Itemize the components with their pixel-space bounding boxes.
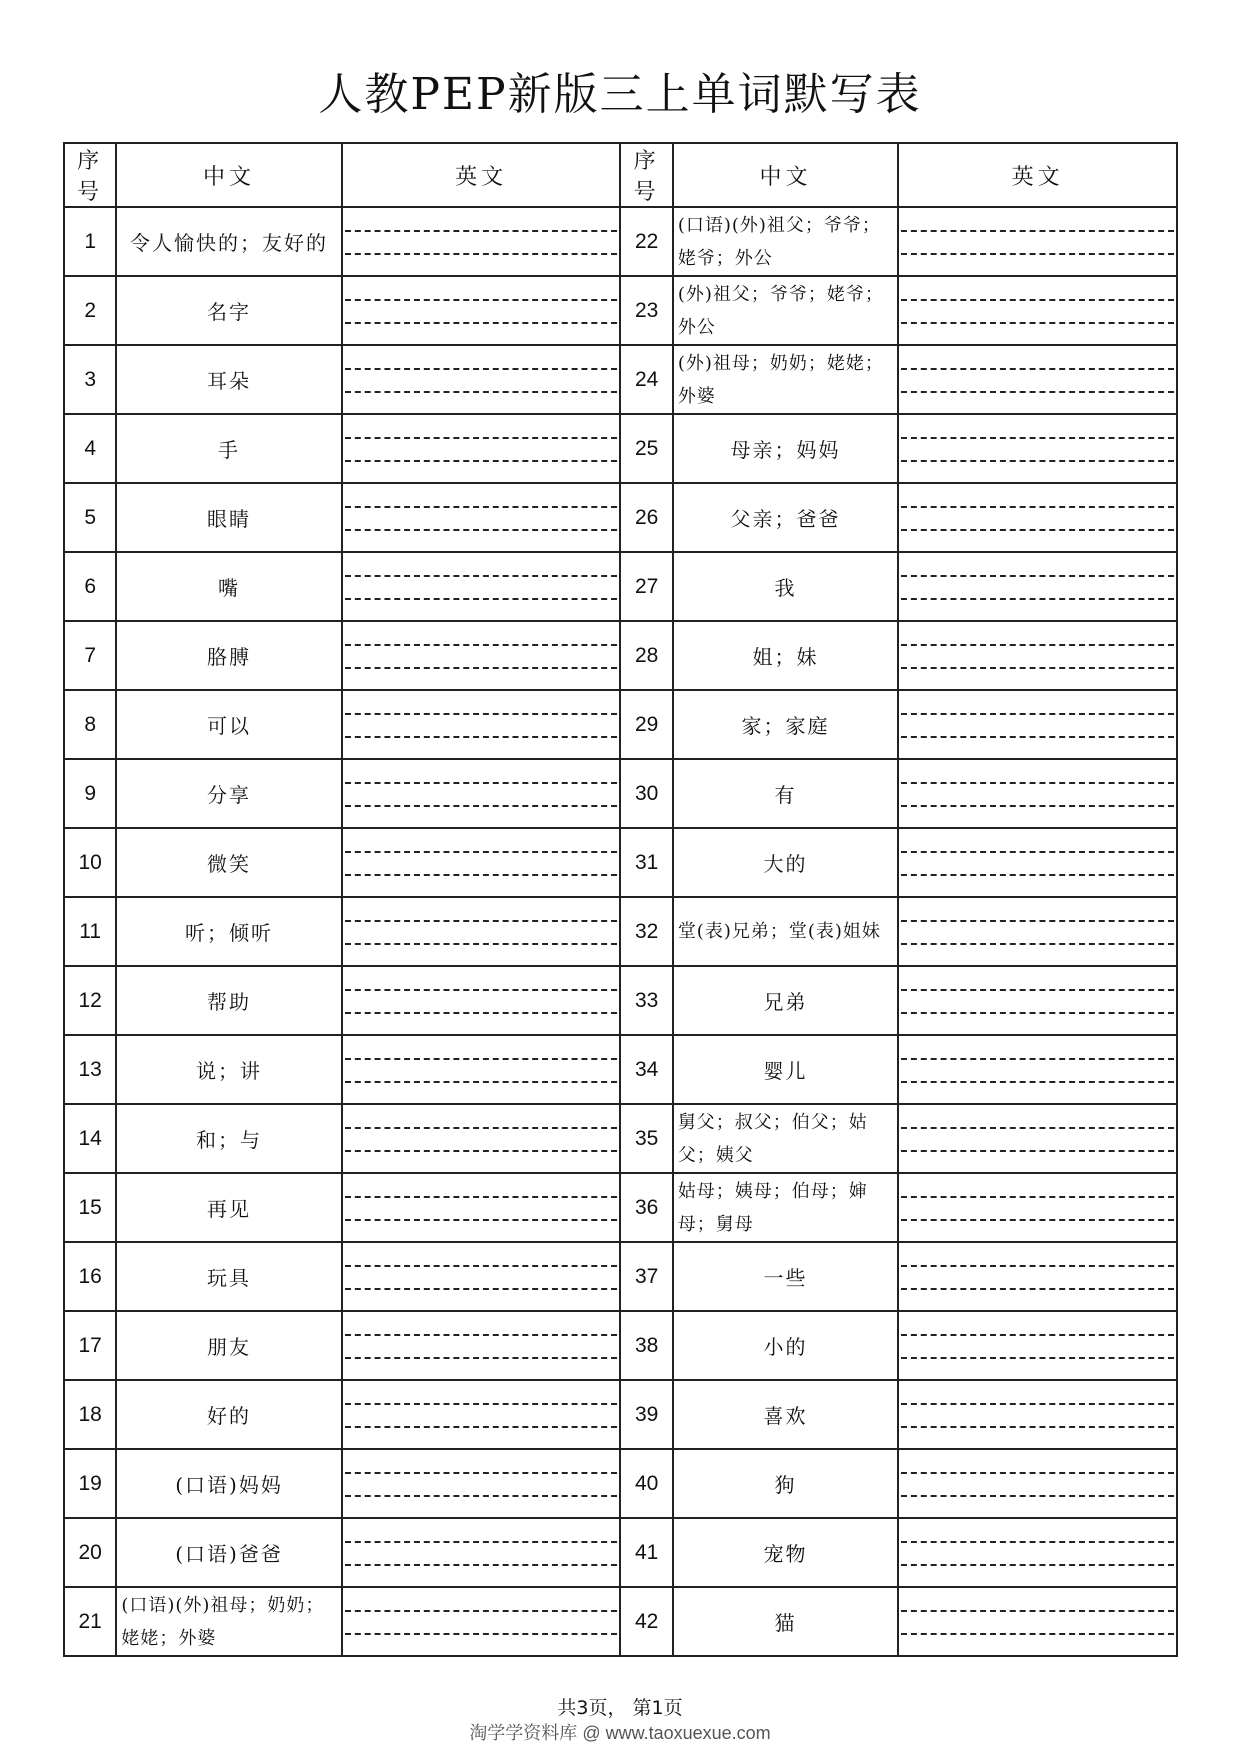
dashed-guide-line xyxy=(901,736,1174,738)
chinese-meaning: 狗 xyxy=(673,1449,898,1518)
dashed-guide-line xyxy=(345,1564,618,1566)
dictation-table xyxy=(63,142,1178,1657)
english-answer-field[interactable] xyxy=(342,1035,621,1104)
chinese-meaning: 分享 xyxy=(116,759,341,828)
chinese-meaning: 手 xyxy=(116,414,341,483)
english-answer-field[interactable] xyxy=(342,414,621,483)
english-answer-field[interactable] xyxy=(342,1242,621,1311)
dashed-guide-line xyxy=(345,598,618,600)
word-number: 24 xyxy=(620,345,672,414)
word-number: 42 xyxy=(620,1587,672,1656)
chinese-meaning: 再见 xyxy=(116,1173,341,1242)
dashed-guide-line xyxy=(345,575,618,577)
word-number: 19 xyxy=(64,1449,116,1518)
chinese-meaning: 帮助 xyxy=(116,966,341,1035)
chinese-meaning: 大的 xyxy=(673,828,898,897)
dashed-guide-line xyxy=(901,368,1174,370)
english-answer-field[interactable] xyxy=(342,483,621,552)
dashed-guide-line xyxy=(345,391,618,393)
dashed-guide-line xyxy=(901,851,1174,853)
chinese-meaning: 姑母；姨母；伯母；婶母；舅母 xyxy=(673,1173,898,1242)
chinese-meaning: 说；讲 xyxy=(116,1035,341,1104)
dashed-guide-line xyxy=(901,1127,1174,1129)
chinese-meaning: 宠物 xyxy=(673,1518,898,1587)
english-answer-field[interactable] xyxy=(898,1035,1177,1104)
english-answer-field[interactable] xyxy=(342,1380,621,1449)
dashed-guide-line xyxy=(345,874,618,876)
dashed-guide-line xyxy=(901,1426,1174,1428)
header-english-right: 英文 xyxy=(898,143,1177,207)
table-header-row xyxy=(64,143,1177,207)
english-answer-field[interactable] xyxy=(898,1587,1177,1656)
word-number: 25 xyxy=(620,414,672,483)
dashed-guide-line xyxy=(345,253,618,255)
english-answer-field[interactable] xyxy=(898,897,1177,966)
word-number: 37 xyxy=(620,1242,672,1311)
dashed-guide-line xyxy=(345,1265,618,1267)
english-answer-field[interactable] xyxy=(898,1449,1177,1518)
dashed-guide-line xyxy=(901,644,1174,646)
english-answer-field[interactable] xyxy=(898,966,1177,1035)
dashed-guide-line xyxy=(345,782,618,784)
english-answer-field[interactable] xyxy=(342,828,621,897)
word-number: 22 xyxy=(620,207,672,276)
dashed-guide-line xyxy=(901,253,1174,255)
page-number: 共3页， 第1页 xyxy=(557,1697,683,1719)
dashed-guide-line xyxy=(901,1058,1174,1060)
word-number: 15 xyxy=(64,1173,116,1242)
dashed-guide-line xyxy=(901,805,1174,807)
dashed-guide-line xyxy=(901,1196,1174,1198)
word-number: 38 xyxy=(620,1311,672,1380)
dashed-guide-line xyxy=(901,437,1174,439)
table-row xyxy=(64,414,1177,483)
dashed-guide-line xyxy=(901,506,1174,508)
dashed-guide-line xyxy=(345,943,618,945)
table-row xyxy=(64,1104,1177,1173)
chinese-meaning: 堂(表)兄弟；堂(表)姐妹 xyxy=(673,897,898,966)
english-answer-field[interactable] xyxy=(898,1518,1177,1587)
table-row xyxy=(64,1035,1177,1104)
table-row xyxy=(64,345,1177,414)
english-answer-field[interactable] xyxy=(342,1518,621,1587)
english-answer-field[interactable] xyxy=(898,276,1177,345)
dashed-guide-line xyxy=(345,1150,618,1152)
dashed-guide-line xyxy=(901,1219,1174,1221)
english-answer-field[interactable] xyxy=(898,414,1177,483)
dashed-guide-line xyxy=(901,713,1174,715)
word-number: 26 xyxy=(620,483,672,552)
dashed-guide-line xyxy=(901,1357,1174,1359)
word-number: 1 xyxy=(64,207,116,276)
dashed-guide-line xyxy=(901,667,1174,669)
dashed-guide-line xyxy=(901,1081,1174,1083)
header-chinese-left: 中文 xyxy=(116,143,341,207)
chinese-meaning: (外)祖父；爷爷；姥爷；外公 xyxy=(673,276,898,345)
chinese-meaning: 婴儿 xyxy=(673,1035,898,1104)
word-number: 23 xyxy=(620,276,672,345)
chinese-meaning: 父亲；爸爸 xyxy=(673,483,898,552)
english-answer-field[interactable] xyxy=(342,966,621,1035)
dashed-guide-line xyxy=(901,1150,1174,1152)
word-number: 41 xyxy=(620,1518,672,1587)
dashed-guide-line xyxy=(345,1081,618,1083)
word-number: 39 xyxy=(620,1380,672,1449)
chinese-meaning: 我 xyxy=(673,552,898,621)
dashed-guide-line xyxy=(901,299,1174,301)
chinese-meaning: (口语)妈妈 xyxy=(116,1449,341,1518)
word-number: 2 xyxy=(64,276,116,345)
word-number: 10 xyxy=(64,828,116,897)
english-answer-field[interactable] xyxy=(342,207,621,276)
chinese-meaning: 名字 xyxy=(116,276,341,345)
dashed-guide-line xyxy=(345,1541,618,1543)
dashed-guide-line xyxy=(345,1495,618,1497)
dashed-guide-line xyxy=(345,713,618,715)
dashed-guide-line xyxy=(901,1265,1174,1267)
chinese-meaning: 猫 xyxy=(673,1587,898,1656)
dashed-guide-line xyxy=(345,460,618,462)
dashed-guide-line xyxy=(901,1610,1174,1612)
dashed-guide-line xyxy=(901,943,1174,945)
dashed-guide-line xyxy=(345,368,618,370)
english-answer-field[interactable] xyxy=(342,276,621,345)
dashed-guide-line xyxy=(345,1334,618,1336)
chinese-meaning: (口语)(外)祖父；爷爷；姥爷；外公 xyxy=(673,207,898,276)
chinese-meaning: 眼睛 xyxy=(116,483,341,552)
word-number: 40 xyxy=(620,1449,672,1518)
table-row xyxy=(64,483,1177,552)
table-row xyxy=(64,966,1177,1035)
word-number: 36 xyxy=(620,1173,672,1242)
word-number: 12 xyxy=(64,966,116,1035)
chinese-meaning: 好的 xyxy=(116,1380,341,1449)
dashed-guide-line xyxy=(901,1012,1174,1014)
chinese-meaning: 姐；妹 xyxy=(673,621,898,690)
chinese-meaning: 微笑 xyxy=(116,828,341,897)
word-number: 4 xyxy=(64,414,116,483)
chinese-meaning: (外)祖母；奶奶；姥姥；外婆 xyxy=(673,345,898,414)
word-number: 29 xyxy=(620,690,672,759)
english-answer-field[interactable] xyxy=(342,759,621,828)
word-number: 8 xyxy=(64,690,116,759)
english-answer-field[interactable] xyxy=(342,345,621,414)
dashed-guide-line xyxy=(901,874,1174,876)
word-number: 5 xyxy=(64,483,116,552)
dashed-guide-line xyxy=(901,575,1174,577)
dashed-guide-line xyxy=(345,989,618,991)
english-answer-field[interactable] xyxy=(342,690,621,759)
chinese-meaning: 嘴 xyxy=(116,552,341,621)
dashed-guide-line xyxy=(345,667,618,669)
header-chinese-right: 中文 xyxy=(673,143,898,207)
dashed-guide-line xyxy=(345,1219,618,1221)
dashed-guide-line xyxy=(345,805,618,807)
chinese-meaning: 喜欢 xyxy=(673,1380,898,1449)
dashed-guide-line xyxy=(345,1610,618,1612)
chinese-meaning: 母亲；妈妈 xyxy=(673,414,898,483)
word-number: 11 xyxy=(64,897,116,966)
english-answer-field[interactable] xyxy=(898,1311,1177,1380)
english-answer-field[interactable] xyxy=(342,552,621,621)
dashed-guide-line xyxy=(901,230,1174,232)
chinese-meaning: 小的 xyxy=(673,1311,898,1380)
dashed-guide-line xyxy=(345,529,618,531)
table-row xyxy=(64,828,1177,897)
word-number: 21 xyxy=(64,1587,116,1656)
chinese-meaning: 家；家庭 xyxy=(673,690,898,759)
page-title: 人教PEP新版三上单词默写表 xyxy=(318,69,922,120)
dashed-guide-line xyxy=(901,782,1174,784)
table-row xyxy=(64,1311,1177,1380)
chinese-meaning: 兄弟 xyxy=(673,966,898,1035)
word-number: 31 xyxy=(620,828,672,897)
dashed-guide-line xyxy=(901,1541,1174,1543)
word-number: 16 xyxy=(64,1242,116,1311)
english-answer-field[interactable] xyxy=(898,828,1177,897)
word-number: 9 xyxy=(64,759,116,828)
chinese-meaning: (口语)爸爸 xyxy=(116,1518,341,1587)
chinese-meaning: 胳膊 xyxy=(116,621,341,690)
dashed-guide-line xyxy=(345,1357,618,1359)
chinese-meaning: 玩具 xyxy=(116,1242,341,1311)
chinese-meaning: (口语)(外)祖母；奶奶；姥姥；外婆 xyxy=(116,1587,341,1656)
chinese-meaning: 一些 xyxy=(673,1242,898,1311)
dashed-guide-line xyxy=(345,506,618,508)
chinese-meaning: 朋友 xyxy=(116,1311,341,1380)
header-number-left: 序号 xyxy=(64,143,116,207)
dashed-guide-line xyxy=(901,1564,1174,1566)
table-row xyxy=(64,1449,1177,1518)
dashed-guide-line xyxy=(345,322,618,324)
table-row xyxy=(64,1380,1177,1449)
dashed-guide-line xyxy=(345,230,618,232)
chinese-meaning: 舅父；叔父；伯父；姑父；姨父 xyxy=(673,1104,898,1173)
dashed-guide-line xyxy=(901,529,1174,531)
word-number: 3 xyxy=(64,345,116,414)
header-number-right: 序号 xyxy=(620,143,672,207)
word-number: 27 xyxy=(620,552,672,621)
dashed-guide-line xyxy=(901,460,1174,462)
english-answer-field[interactable] xyxy=(898,759,1177,828)
table-body xyxy=(64,207,1177,1656)
word-number: 18 xyxy=(64,1380,116,1449)
english-answer-field[interactable] xyxy=(898,1104,1177,1173)
dashed-guide-line xyxy=(345,299,618,301)
english-answer-field[interactable] xyxy=(898,483,1177,552)
dashed-guide-line xyxy=(901,1495,1174,1497)
table-row xyxy=(64,759,1177,828)
english-answer-field[interactable] xyxy=(342,897,621,966)
word-number: 7 xyxy=(64,621,116,690)
dashed-guide-line xyxy=(345,736,618,738)
chinese-meaning: 和；与 xyxy=(116,1104,341,1173)
table-row xyxy=(64,621,1177,690)
table-row xyxy=(64,897,1177,966)
english-answer-field[interactable] xyxy=(342,1449,621,1518)
english-answer-field[interactable] xyxy=(342,1173,621,1242)
table-row xyxy=(64,1242,1177,1311)
english-answer-field[interactable] xyxy=(898,690,1177,759)
table-row xyxy=(64,690,1177,759)
english-answer-field[interactable] xyxy=(898,1173,1177,1242)
dashed-guide-line xyxy=(901,1633,1174,1635)
header-english-left: 英文 xyxy=(342,143,621,207)
word-number: 32 xyxy=(620,897,672,966)
table-row xyxy=(64,276,1177,345)
chinese-meaning: 可以 xyxy=(116,690,341,759)
dashed-guide-line xyxy=(901,1288,1174,1290)
dashed-guide-line xyxy=(345,1288,618,1290)
dashed-guide-line xyxy=(345,1426,618,1428)
word-number: 30 xyxy=(620,759,672,828)
chinese-meaning: 耳朵 xyxy=(116,345,341,414)
table-row xyxy=(64,552,1177,621)
dashed-guide-line xyxy=(345,1058,618,1060)
table-row xyxy=(64,1173,1177,1242)
dashed-guide-line xyxy=(901,391,1174,393)
table-row xyxy=(64,207,1177,276)
dashed-guide-line xyxy=(901,1403,1174,1405)
dashed-guide-line xyxy=(901,598,1174,600)
chinese-meaning: 令人愉快的；友好的 xyxy=(116,207,341,276)
word-number: 34 xyxy=(620,1035,672,1104)
dashed-guide-line xyxy=(345,644,618,646)
table-row xyxy=(64,1587,1177,1656)
dashed-guide-line xyxy=(345,1472,618,1474)
dashed-guide-line xyxy=(901,1472,1174,1474)
dashed-guide-line xyxy=(345,920,618,922)
dashed-guide-line xyxy=(345,1633,618,1635)
word-number: 20 xyxy=(64,1518,116,1587)
dashed-guide-line xyxy=(901,920,1174,922)
chinese-meaning: 听；倾听 xyxy=(116,897,341,966)
dashed-guide-line xyxy=(345,1196,618,1198)
dashed-guide-line xyxy=(345,851,618,853)
word-number: 14 xyxy=(64,1104,116,1173)
dashed-guide-line xyxy=(345,1403,618,1405)
dashed-guide-line xyxy=(901,322,1174,324)
table-row xyxy=(64,1518,1177,1587)
dashed-guide-line xyxy=(901,1334,1174,1336)
dashed-guide-line xyxy=(345,1127,618,1129)
english-answer-field[interactable] xyxy=(342,1104,621,1173)
english-answer-field[interactable] xyxy=(342,621,621,690)
source-watermark: 淘学学资料库 @ www.taoxuexue.com xyxy=(469,1723,771,1743)
word-number: 13 xyxy=(64,1035,116,1104)
english-answer-field[interactable] xyxy=(898,1380,1177,1449)
dashed-guide-line xyxy=(345,1012,618,1014)
word-number: 35 xyxy=(620,1104,672,1173)
english-answer-field[interactable] xyxy=(342,1311,621,1380)
word-number: 28 xyxy=(620,621,672,690)
dashed-guide-line xyxy=(345,437,618,439)
english-answer-field[interactable] xyxy=(898,345,1177,414)
english-answer-field[interactable] xyxy=(342,1587,621,1656)
word-number: 17 xyxy=(64,1311,116,1380)
dashed-guide-line xyxy=(901,989,1174,991)
english-answer-field[interactable] xyxy=(898,552,1177,621)
english-answer-field[interactable] xyxy=(898,207,1177,276)
word-number: 6 xyxy=(64,552,116,621)
english-answer-field[interactable] xyxy=(898,1242,1177,1311)
chinese-meaning: 有 xyxy=(673,759,898,828)
english-answer-field[interactable] xyxy=(898,621,1177,690)
word-number: 33 xyxy=(620,966,672,1035)
